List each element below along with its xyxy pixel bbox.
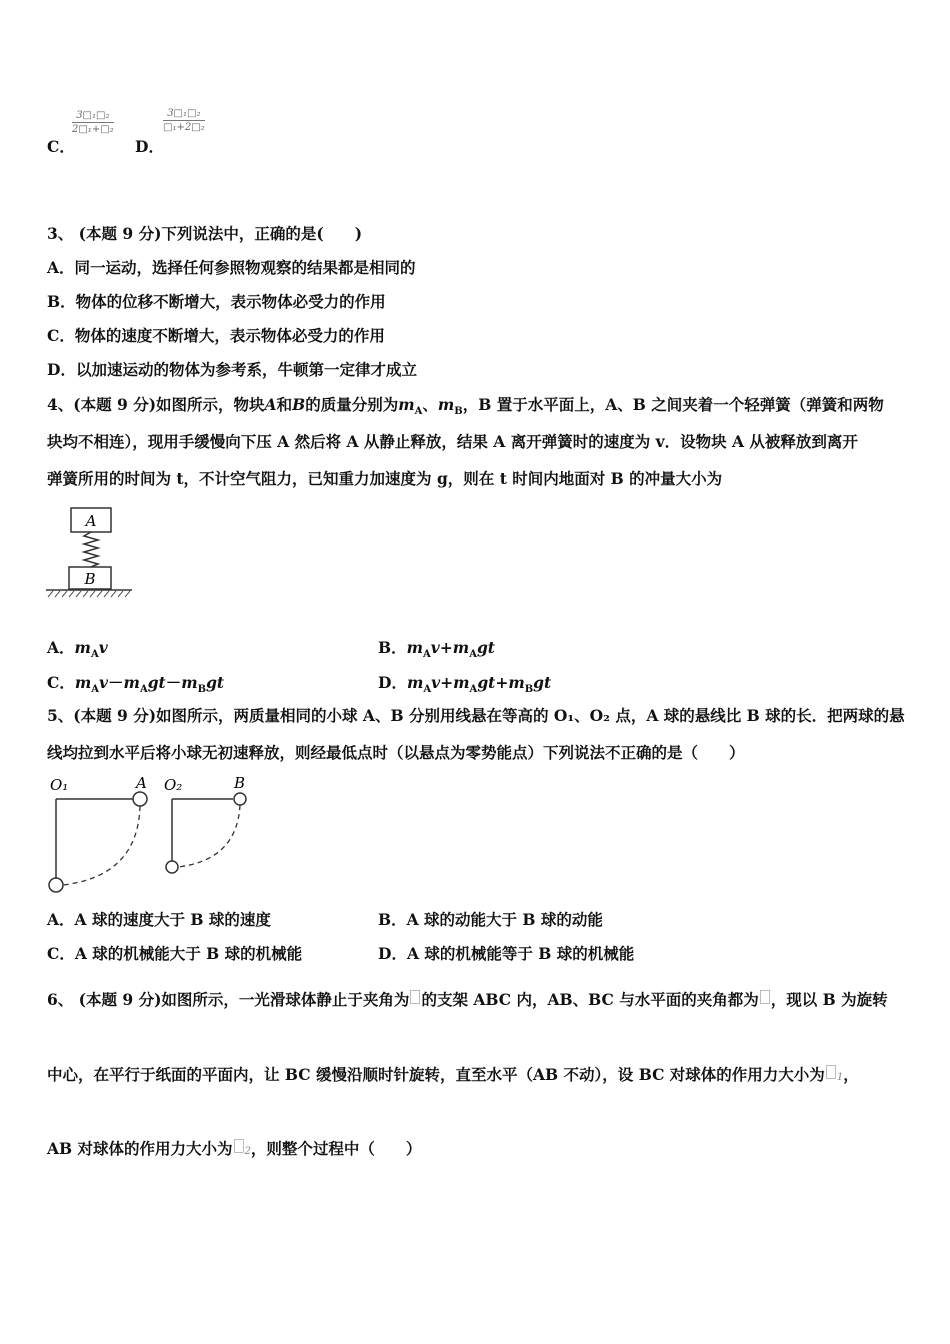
q4-od-sub1: A: [423, 684, 432, 696]
q4-ob-sub2: A: [469, 649, 477, 661]
q4-od-m3: m: [508, 673, 525, 692]
q6-l1b: 的支架 ABC 内，AB、BC 与水平面的夹角都为: [421, 990, 759, 1009]
q5-option-c: C．A 球的机械能大于 B 球的机械能: [47, 944, 303, 963]
q4-oc-sub3: B: [197, 684, 207, 696]
q3-option-b: B．物体的位移不断增大，表示物体必受力的作用: [47, 292, 386, 311]
q4-option-c: [47, 671, 224, 695]
q4-stem-rest: ，B 置于水平面上，A、B 之间夹着一个轻弹簧（弹簧和两物: [462, 395, 884, 414]
q4-oc-m2: m: [123, 673, 140, 692]
q4-option-a-label: A．: [47, 638, 75, 657]
q5-option-b: B．A 球的动能大于 B 球的动能: [378, 910, 603, 929]
q2-option-c-denominator: 2□₁+□₂: [72, 124, 114, 135]
q4-option-c-label: C．: [47, 673, 75, 692]
q4-stem-line1: [47, 393, 884, 417]
q4-stem-line2: 块均不相连），现用手缓慢向下压 A 然后将 A 从静止释放，结果 A 离开弹簧时的速度为 v．设物块 A 从被释放到离开: [47, 432, 858, 451]
q4-option-a: [47, 636, 108, 660]
q4-ob-m2: m: [452, 638, 470, 657]
q5-stem-line1: 5、(本题 9 分)如图所示，两质量相同的小球 A、B 分别用线悬在等高的 O₁、O₂ 点，A 球的悬线比 B 球的长．把两球的悬: [47, 706, 905, 725]
q2-option-c-numerator: 3□₁□₂: [72, 110, 114, 123]
q6-force-placeholder-1: [826, 1065, 836, 1079]
fig-label-b: B: [234, 774, 246, 792]
q4-mass-ma: m: [398, 395, 415, 414]
q4-option-b-label: B．: [378, 638, 407, 657]
q2-option-d-fraction: [163, 108, 205, 133]
q5-option-d: D．A 球的机械能等于 B 球的机械能: [378, 944, 635, 963]
q4-oa-sub: A: [90, 649, 99, 661]
q6-force-sub-2: 2: [244, 1146, 251, 1157]
q4-sep: 、: [422, 395, 438, 414]
q4-var-b: B: [292, 395, 306, 414]
ball-a-path: [63, 806, 140, 885]
q6-l2a: 中心，在平行于纸面的平面内，让 BC 缓慢沿顺时针旋转，直至水平（AB 不动），设 BC 对球体的作用力大小为: [47, 1065, 825, 1084]
q4-od-m2: m: [453, 673, 470, 692]
ball-b-start: [234, 793, 246, 805]
q6-stem-line1: [47, 988, 888, 1010]
q3-option-c: C．物体的速度不断增大，表示物体必受力的作用: [47, 326, 385, 345]
q4-oa-m: m: [74, 638, 91, 657]
q2-option-c-label: C．: [47, 137, 75, 156]
q6-l2b: ，: [843, 1065, 859, 1084]
fig-label-o2: O₂: [164, 776, 183, 794]
ball-b-bottom: [166, 861, 178, 873]
q4-sub-b: B: [454, 406, 463, 418]
q4-oc-minus1: －: [108, 673, 124, 692]
q4-oc-sub1: A: [91, 684, 100, 696]
q4-oc-sub2: A: [139, 684, 148, 696]
q4-od-v: v: [431, 673, 441, 692]
q4-stem-line3: 弹簧所用的时间为 t，不计空气阻力，已知重力加速度为 g，则在 t 时间内地面对 B 的冲量大小为: [47, 469, 723, 488]
q5-pendulum-figure: [44, 772, 264, 894]
q4-od-gt2: gt: [533, 673, 552, 692]
q6-force-placeholder-2: [234, 1139, 244, 1153]
q4-od-gt1: gt: [477, 673, 496, 692]
q4-od-sub3: B: [524, 684, 534, 696]
q6-l3a: AB 对球体的作用力大小为: [47, 1139, 233, 1158]
ground-hatch: [48, 591, 130, 597]
q5-stem-line2: 线均拉到水平后将小球无初速释放，则经最低点时（以悬点为零势能点）下列说法不正确的是（ ）: [47, 743, 745, 762]
q6-stem-line2: [47, 1063, 859, 1085]
block-b-label: B: [84, 570, 96, 588]
q4-oc-m3: m: [181, 673, 198, 692]
q4-oc-m1: m: [74, 673, 92, 692]
q4-ob-plus: +: [439, 638, 453, 657]
q6-l1a: 6、 (本题 9 分)如图所示，一光滑球体静止于夹角为: [47, 990, 410, 1009]
q4-option-d: [378, 671, 551, 695]
q2-option-d-numerator: 3□₁□₂: [163, 108, 205, 121]
spring-icon: [84, 532, 98, 567]
q4-oc-v: v: [99, 673, 109, 692]
q6-force-sub-1: 1: [836, 1072, 844, 1083]
q4-oc-minus2: －: [165, 673, 182, 692]
q2-option-d-label: D．: [135, 137, 164, 156]
fig-label-o1: O₁: [50, 776, 69, 794]
q3-option-d: D．以加速运动的物体为参考系，牛顿第一定律才成立: [47, 360, 417, 379]
q4-ob-m1: m: [406, 638, 424, 657]
q4-stem-mass: 的质量分别为: [305, 395, 399, 414]
q4-var-a: A: [264, 395, 277, 414]
block-a-label: A: [85, 512, 97, 530]
q2-option-c-fraction: [72, 110, 114, 135]
q4-stem-prefix: 4、(本题 9 分)如图所示，物块: [47, 395, 265, 414]
q4-mass-mb: m: [437, 395, 455, 414]
q3-stem: 3、 (本题 9 分)下列说法中，正确的是( ): [47, 224, 363, 243]
q4-option-d-label: D．: [378, 673, 407, 692]
q6-angle-placeholder-1: [410, 990, 420, 1004]
q2-option-d-denominator: □₁+2□₂: [163, 122, 205, 133]
q4-oa-v: v: [98, 638, 108, 657]
fig-label-a: A: [136, 774, 147, 792]
q6-l1c: ，现以 B 为旋转: [770, 990, 888, 1009]
q4-od-sub2: A: [469, 684, 478, 696]
q4-sub-a: A: [414, 406, 423, 418]
q4-od-m1: m: [406, 673, 424, 692]
q4-ob-v: v: [430, 638, 440, 657]
q4-ob-sub1: A: [423, 649, 431, 661]
q4-spring-blocks-figure: [44, 505, 136, 603]
ball-b-path: [178, 805, 240, 867]
q6-l3b: ，则整个过程中（ ）: [250, 1139, 422, 1158]
q6-stem-line3: [47, 1137, 421, 1159]
q6-angle-placeholder-2: [760, 990, 770, 1004]
q4-od-plus2: +: [495, 673, 509, 692]
q4-od-plus1: +: [440, 673, 454, 692]
q4-and: 和: [276, 395, 293, 414]
q4-ob-gt: gt: [476, 638, 495, 657]
ball-a-bottom: [49, 878, 63, 892]
q3-option-a: A．同一运动，选择任何参照物观察的结果都是相同的: [47, 258, 416, 277]
q4-option-b: [378, 636, 495, 660]
q5-option-a: A．A 球的速度大于 B 球的速度: [47, 910, 271, 929]
ball-a-start: [133, 792, 147, 806]
q4-oc-gt2: gt: [206, 673, 225, 692]
q4-oc-gt1: gt: [147, 673, 166, 692]
